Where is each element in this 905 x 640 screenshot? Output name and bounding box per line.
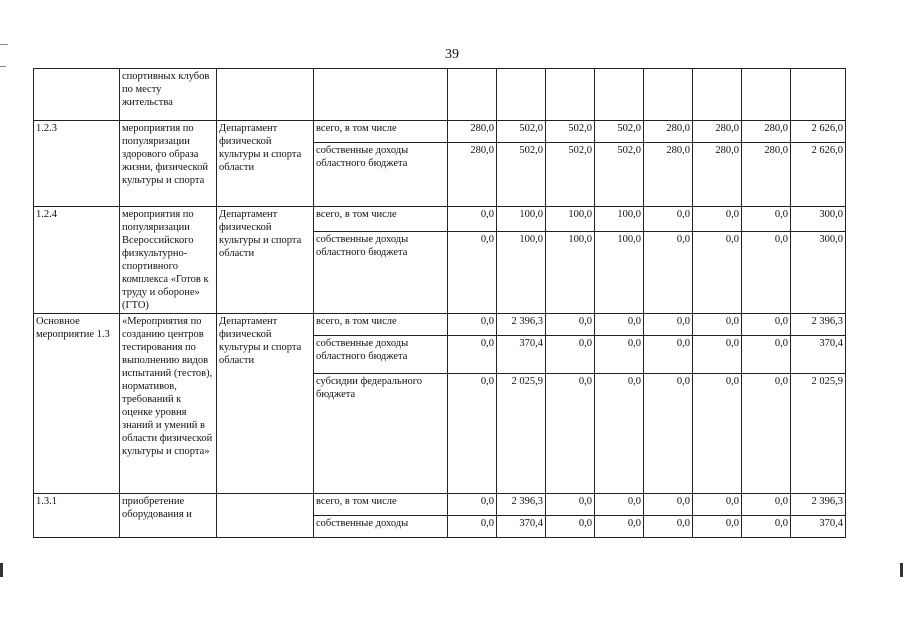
margin-mark-right-bottom bbox=[900, 563, 903, 577]
value-cell: 0,0 bbox=[595, 374, 644, 494]
value-cell: 280,0 bbox=[693, 143, 742, 207]
total-cell: 2 025,9 bbox=[791, 374, 846, 494]
value-cell: 502,0 bbox=[497, 121, 546, 143]
table-row bbox=[34, 121, 846, 143]
value-cell: 0,0 bbox=[644, 207, 693, 232]
funding-source: собственные доходы областного бюджета bbox=[314, 231, 448, 313]
value-cell: 0,0 bbox=[546, 314, 595, 336]
value-cell: 0,0 bbox=[693, 516, 742, 538]
value-cell: 0,0 bbox=[546, 374, 595, 494]
value-cell: 2 396,3 bbox=[497, 494, 546, 516]
value-cell: 0,0 bbox=[595, 336, 644, 374]
value-cell: 0,0 bbox=[448, 374, 497, 494]
measure-code: 1.2.4 bbox=[34, 207, 120, 314]
value-cell: 280,0 bbox=[448, 143, 497, 207]
value-cell: 100,0 bbox=[595, 231, 644, 313]
total-cell: 2 396,3 bbox=[791, 314, 846, 336]
value-cell: 0,0 bbox=[742, 516, 791, 538]
funding-source: собственные доходы областного бюджета bbox=[314, 143, 448, 207]
value-cell: 0,0 bbox=[644, 374, 693, 494]
value-cell: 0,0 bbox=[742, 207, 791, 232]
value-cell: 0,0 bbox=[448, 494, 497, 516]
value-cell: 0,0 bbox=[546, 336, 595, 374]
table-row bbox=[34, 314, 846, 336]
measure-executor: Департамент физической культуры и спорта области bbox=[217, 121, 314, 207]
funding-source: всего, в том числе bbox=[314, 314, 448, 336]
value-cell: 0,0 bbox=[644, 516, 693, 538]
value-cell: 280,0 bbox=[448, 121, 497, 143]
table-row bbox=[34, 494, 846, 516]
margin-mark-left-bottom bbox=[0, 563, 3, 577]
total-cell: 370,4 bbox=[791, 516, 846, 538]
value-cell: 0,0 bbox=[448, 314, 497, 336]
margin-mark-top-left bbox=[0, 44, 8, 45]
funding-source: собственные доходы областного бюджета bbox=[314, 336, 448, 374]
value-cell: 0,0 bbox=[595, 516, 644, 538]
value-cell: 0,0 bbox=[644, 494, 693, 516]
measure-name: мероприятия по популяризации здорового образа жизни, физической культуры и спорта bbox=[120, 121, 217, 207]
value-cell: 280,0 bbox=[644, 121, 693, 143]
total-cell: 370,4 bbox=[791, 336, 846, 374]
value-cell: 0,0 bbox=[742, 374, 791, 494]
value-cell: 100,0 bbox=[497, 207, 546, 232]
value-cell: 0,0 bbox=[742, 494, 791, 516]
table-row bbox=[34, 207, 846, 232]
value-cell: 2 025,9 bbox=[497, 374, 546, 494]
value-cell: 100,0 bbox=[546, 207, 595, 232]
measure-code: 1.2.3 bbox=[34, 121, 120, 207]
measure-name: мероприятия по популяризации Всероссийского физкультурно-спортивного комплекса «Готов к труду и обороне» (ГТО) bbox=[120, 207, 217, 314]
value-cell: 502,0 bbox=[546, 143, 595, 207]
value-cell: 0,0 bbox=[644, 336, 693, 374]
value-cell: 100,0 bbox=[595, 207, 644, 232]
value-cell: 0,0 bbox=[546, 494, 595, 516]
value-cell: 502,0 bbox=[546, 121, 595, 143]
table-row bbox=[34, 69, 846, 121]
value-cell: 100,0 bbox=[546, 231, 595, 313]
value-cell: 0,0 bbox=[644, 231, 693, 313]
budget-table bbox=[33, 68, 846, 538]
value-cell: 0,0 bbox=[742, 314, 791, 336]
value-cell: 0,0 bbox=[693, 336, 742, 374]
value-cell: 370,4 bbox=[497, 336, 546, 374]
funding-source: всего, в том числе bbox=[314, 207, 448, 232]
value-cell: 0,0 bbox=[693, 231, 742, 313]
funding-source: всего, в том числе bbox=[314, 494, 448, 516]
total-cell: 2 626,0 bbox=[791, 121, 846, 143]
value-cell: 0,0 bbox=[448, 207, 497, 232]
value-cell: 0,0 bbox=[693, 207, 742, 232]
measure-name: «Мероприятия по созданию центров тестирования по выполнению видов испытаний (тестов), нормативов, требований к оценке уровня знаний и умений в области физической культуры и спорта» bbox=[120, 314, 217, 494]
value-cell: 502,0 bbox=[595, 121, 644, 143]
value-cell: 0,0 bbox=[448, 516, 497, 538]
measure-name: приобретение оборудования и bbox=[120, 494, 217, 538]
value-cell: 0,0 bbox=[546, 516, 595, 538]
measure-name: спортивных клубов по месту жительства bbox=[120, 69, 217, 121]
measure-executor: Департамент физической культуры и спорта области bbox=[217, 314, 314, 494]
value-cell: 0,0 bbox=[742, 231, 791, 313]
value-cell: 0,0 bbox=[448, 231, 497, 313]
value-cell: 100,0 bbox=[497, 231, 546, 313]
value-cell: 0,0 bbox=[595, 314, 644, 336]
total-cell: 2 626,0 bbox=[791, 143, 846, 207]
funding-source: собственные доходы bbox=[314, 516, 448, 538]
value-cell: 0,0 bbox=[693, 374, 742, 494]
measure-executor bbox=[217, 494, 314, 538]
total-cell: 2 396,3 bbox=[791, 494, 846, 516]
value-cell: 502,0 bbox=[595, 143, 644, 207]
value-cell: 0,0 bbox=[742, 336, 791, 374]
measure-code: Основное мероприятие 1.3 bbox=[34, 314, 120, 494]
total-cell: 300,0 bbox=[791, 231, 846, 313]
value-cell: 280,0 bbox=[742, 121, 791, 143]
measure-code: 1.3.1 bbox=[34, 494, 120, 538]
value-cell: 0,0 bbox=[693, 314, 742, 336]
value-cell: 280,0 bbox=[644, 143, 693, 207]
value-cell: 0,0 bbox=[693, 494, 742, 516]
page-number: 39 bbox=[445, 47, 459, 62]
total-cell: 300,0 bbox=[791, 207, 846, 232]
value-cell: 280,0 bbox=[742, 143, 791, 207]
value-cell: 280,0 bbox=[693, 121, 742, 143]
funding-source: субсидии федерального бюджета bbox=[314, 374, 448, 494]
value-cell: 370,4 bbox=[497, 516, 546, 538]
value-cell: 502,0 bbox=[497, 143, 546, 207]
margin-mark-top-left-2 bbox=[0, 66, 6, 67]
measure-executor: Департамент физической культуры и спорта области bbox=[217, 207, 314, 314]
value-cell: 0,0 bbox=[644, 314, 693, 336]
funding-source: всего, в том числе bbox=[314, 121, 448, 143]
value-cell: 0,0 bbox=[448, 336, 497, 374]
value-cell: 0,0 bbox=[595, 494, 644, 516]
value-cell: 2 396,3 bbox=[497, 314, 546, 336]
